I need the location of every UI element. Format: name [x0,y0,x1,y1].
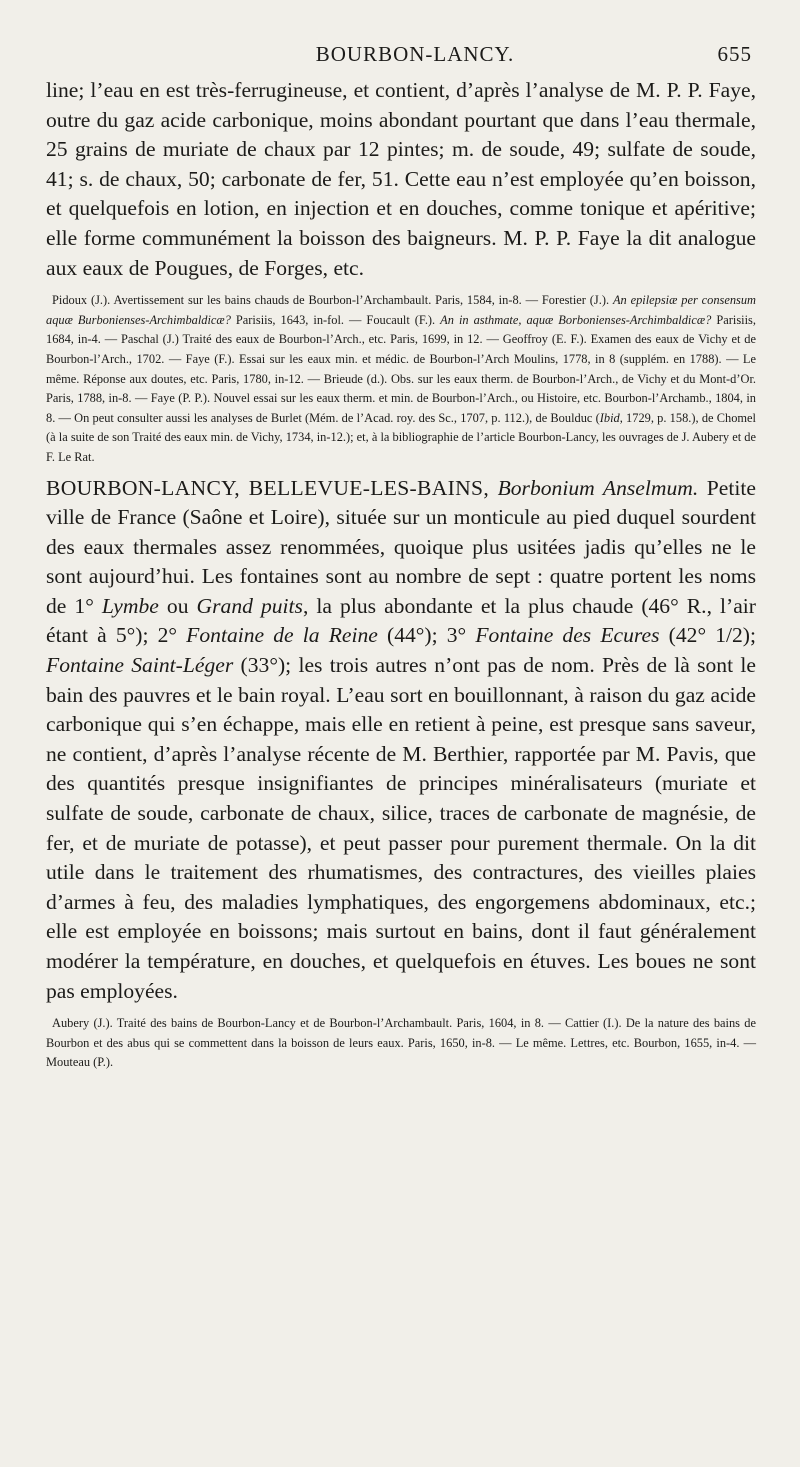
entry-text-5: (42° 1/2); [668,623,756,648]
section-2-text [46,474,756,1007]
page-number: 655 [717,42,752,66]
ref-1-a: Pidoux (J.). Avertissement sur les bains chauds de Bourbon-l’Archambault. Paris, 1584, in-8. — Forestier (J.). [52,293,610,308]
fountain-reine: Fontaine de la Reine [186,623,378,648]
section-1-references [46,291,756,467]
ref-1-d: , 1729, p. 158.), de Chomel (à la suite de son Traité des eaux min. de Vichy, 1734, in-12.); et, à la bibliographie de l’article Bourbon-Lancy, les ouvrages de J. Aubery et de F. Le Rat. [46,410,756,464]
ref-1-b: Parisiis, 1643, in-fol. — Foucault (F.). [235,312,436,327]
entry-text-3: , la plus abondante et la plus chaude (46° R., l’air étant à 5°); 2° [46,593,756,648]
entry-text-4: (44°); 3° [387,623,467,648]
section-1-paragraph [46,76,756,283]
section-1-text: line; l’eau en est très-ferrugineuse, et contient, d’après l’analyse de M. P. P. Faye, outre du gaz acide carbonique, moins abondant pourtant que dans l’eau thermale, 25 grains de muriate de chaux par 12 pintes; m. de soude, 49; sulfate de soude, 41; s. de chaux, 50; carbonate de fer, 51. Cette eau n’est employée qu’en boisson, et quelquefois en lotion, en injection et en douches, comme tonique et apéritive; elle forme communément la boisson des baigneurs. M. P. P. Faye la dit analogue aux eaux de Pougues, de Forges, etc. [46,78,756,280]
entry-text-2: ou [166,593,189,618]
entry-text-1: Petite ville de France (Saône et Loire), située sur un monticule au pied duquel sourdent des eaux thermales assez renommées, quoique plus usitées jadis qu’elles ne le sont aujourd’hui. Les fontaines sont au nombre de sept : quatre portent les noms de 1° [46,475,756,618]
running-header [46,42,756,76]
section-2-references [46,1014,756,1073]
fountain-ecures: Fontaine des Ecures [475,623,660,648]
fountain-lymbe: Lymbe [101,593,159,618]
entry-latin-name: Borbonium Anselmum. [497,475,699,500]
ref-1-c: Parisiis, 1684, in-4. — Paschal (J.) Traité des eaux de Bourbon-l’Arch., etc. Paris, 1699, in 12. — Geoffroy (E. F.). Examen des eaux de Vichy et de Bourbon-l’Arch., 1702. — Faye (F.). Essai sur les eaux min. et médic. de Bourbon-l’Arch Moulins, 1778, in 8 (supplém. en 1788). — Le même. Réponse aux doutes, etc. Paris, 1780, in-12. — Brieude (d.). Obs. sur les eaux therm. de Bourbon-l’Arch., de Vichy et du Mont-d’Or. Paris, 1788, in-8. — Faye (P. P.). Nouvel essai sur les eaux therm. et min. de Bourbon-l’Arch., ou Histoire, etc. Bourbon-l’Archamb., 1804, in 8. — On peut consulter aussi les analyses de Burlet (Mém. de l’Acad. roy. des Sc., 1707, p. 112.), de Boulduc ( [46,312,756,425]
header-title: BOURBON-LANCY. [315,42,515,66]
references-2-text: Aubery (J.). Traité des bains de Bourbon-Lancy et de Bourbon-l’Archambault. Paris, 1604, in 8. — Cattier (I.). De la nature des bains de Bourbon et des abus qui se commettent dans la boisson de leurs eaux. Paris, 1650, in-8. — Le même. Lettres, etc. Bourbon, 1655, in-4. — Mouteau (P.). [46,1016,756,1070]
entry-heading: BOURBON-LANCY, BELLEVUE-LES-BAINS, [46,475,490,500]
entry-text-6: (33°); les trois autres n’ont pas de nom. Près de là sont le bain des pauvres et le bain royal. L’eau sort en bouillonnant, à raison du gaz acide carbonique qui s’en échappe, mais elle en retient à peine, est presque sans saveur, ne contient, d’après l’analyse récente de M. Berthier, rapportée par M. Pavis, que des quantités presque insignifiantes de principes minéralisateurs (muriate et sulfate de soude, carbonate de chaux, silice, traces de carbonate de magnésie, de fer, et de muriate de potasse), et peut passer pour purement thermale. On la dit utile dans le traitement des rhumatismes, des contractures, des vieilles plaies d’armes à feu, des maladies lymphatiques, des engorgemens abdominaux, etc.; elle est employée en boissons; mais surtout en bains, dont il faut généralement modérer la température, en douches, et quelquefois en étuves. Les boues ne sont pas employées. [46,653,756,1003]
fountain-saint-leger: Fontaine Saint-Léger [46,653,234,678]
references-1-text [46,291,756,467]
ref-1-c-italic: Ibid [599,410,620,425]
section-2-entry [46,474,756,1007]
ref-1-a-italic: An epilepsiæ per consensum aquæ Burbonienses-Archimbaldicæ? [46,293,757,327]
fountain-grand-puits: Grand puits [196,593,303,618]
ref-1-b-italic: An in asthmate, aquæ Borbonienses-Archimbaldicæ? [440,312,712,327]
